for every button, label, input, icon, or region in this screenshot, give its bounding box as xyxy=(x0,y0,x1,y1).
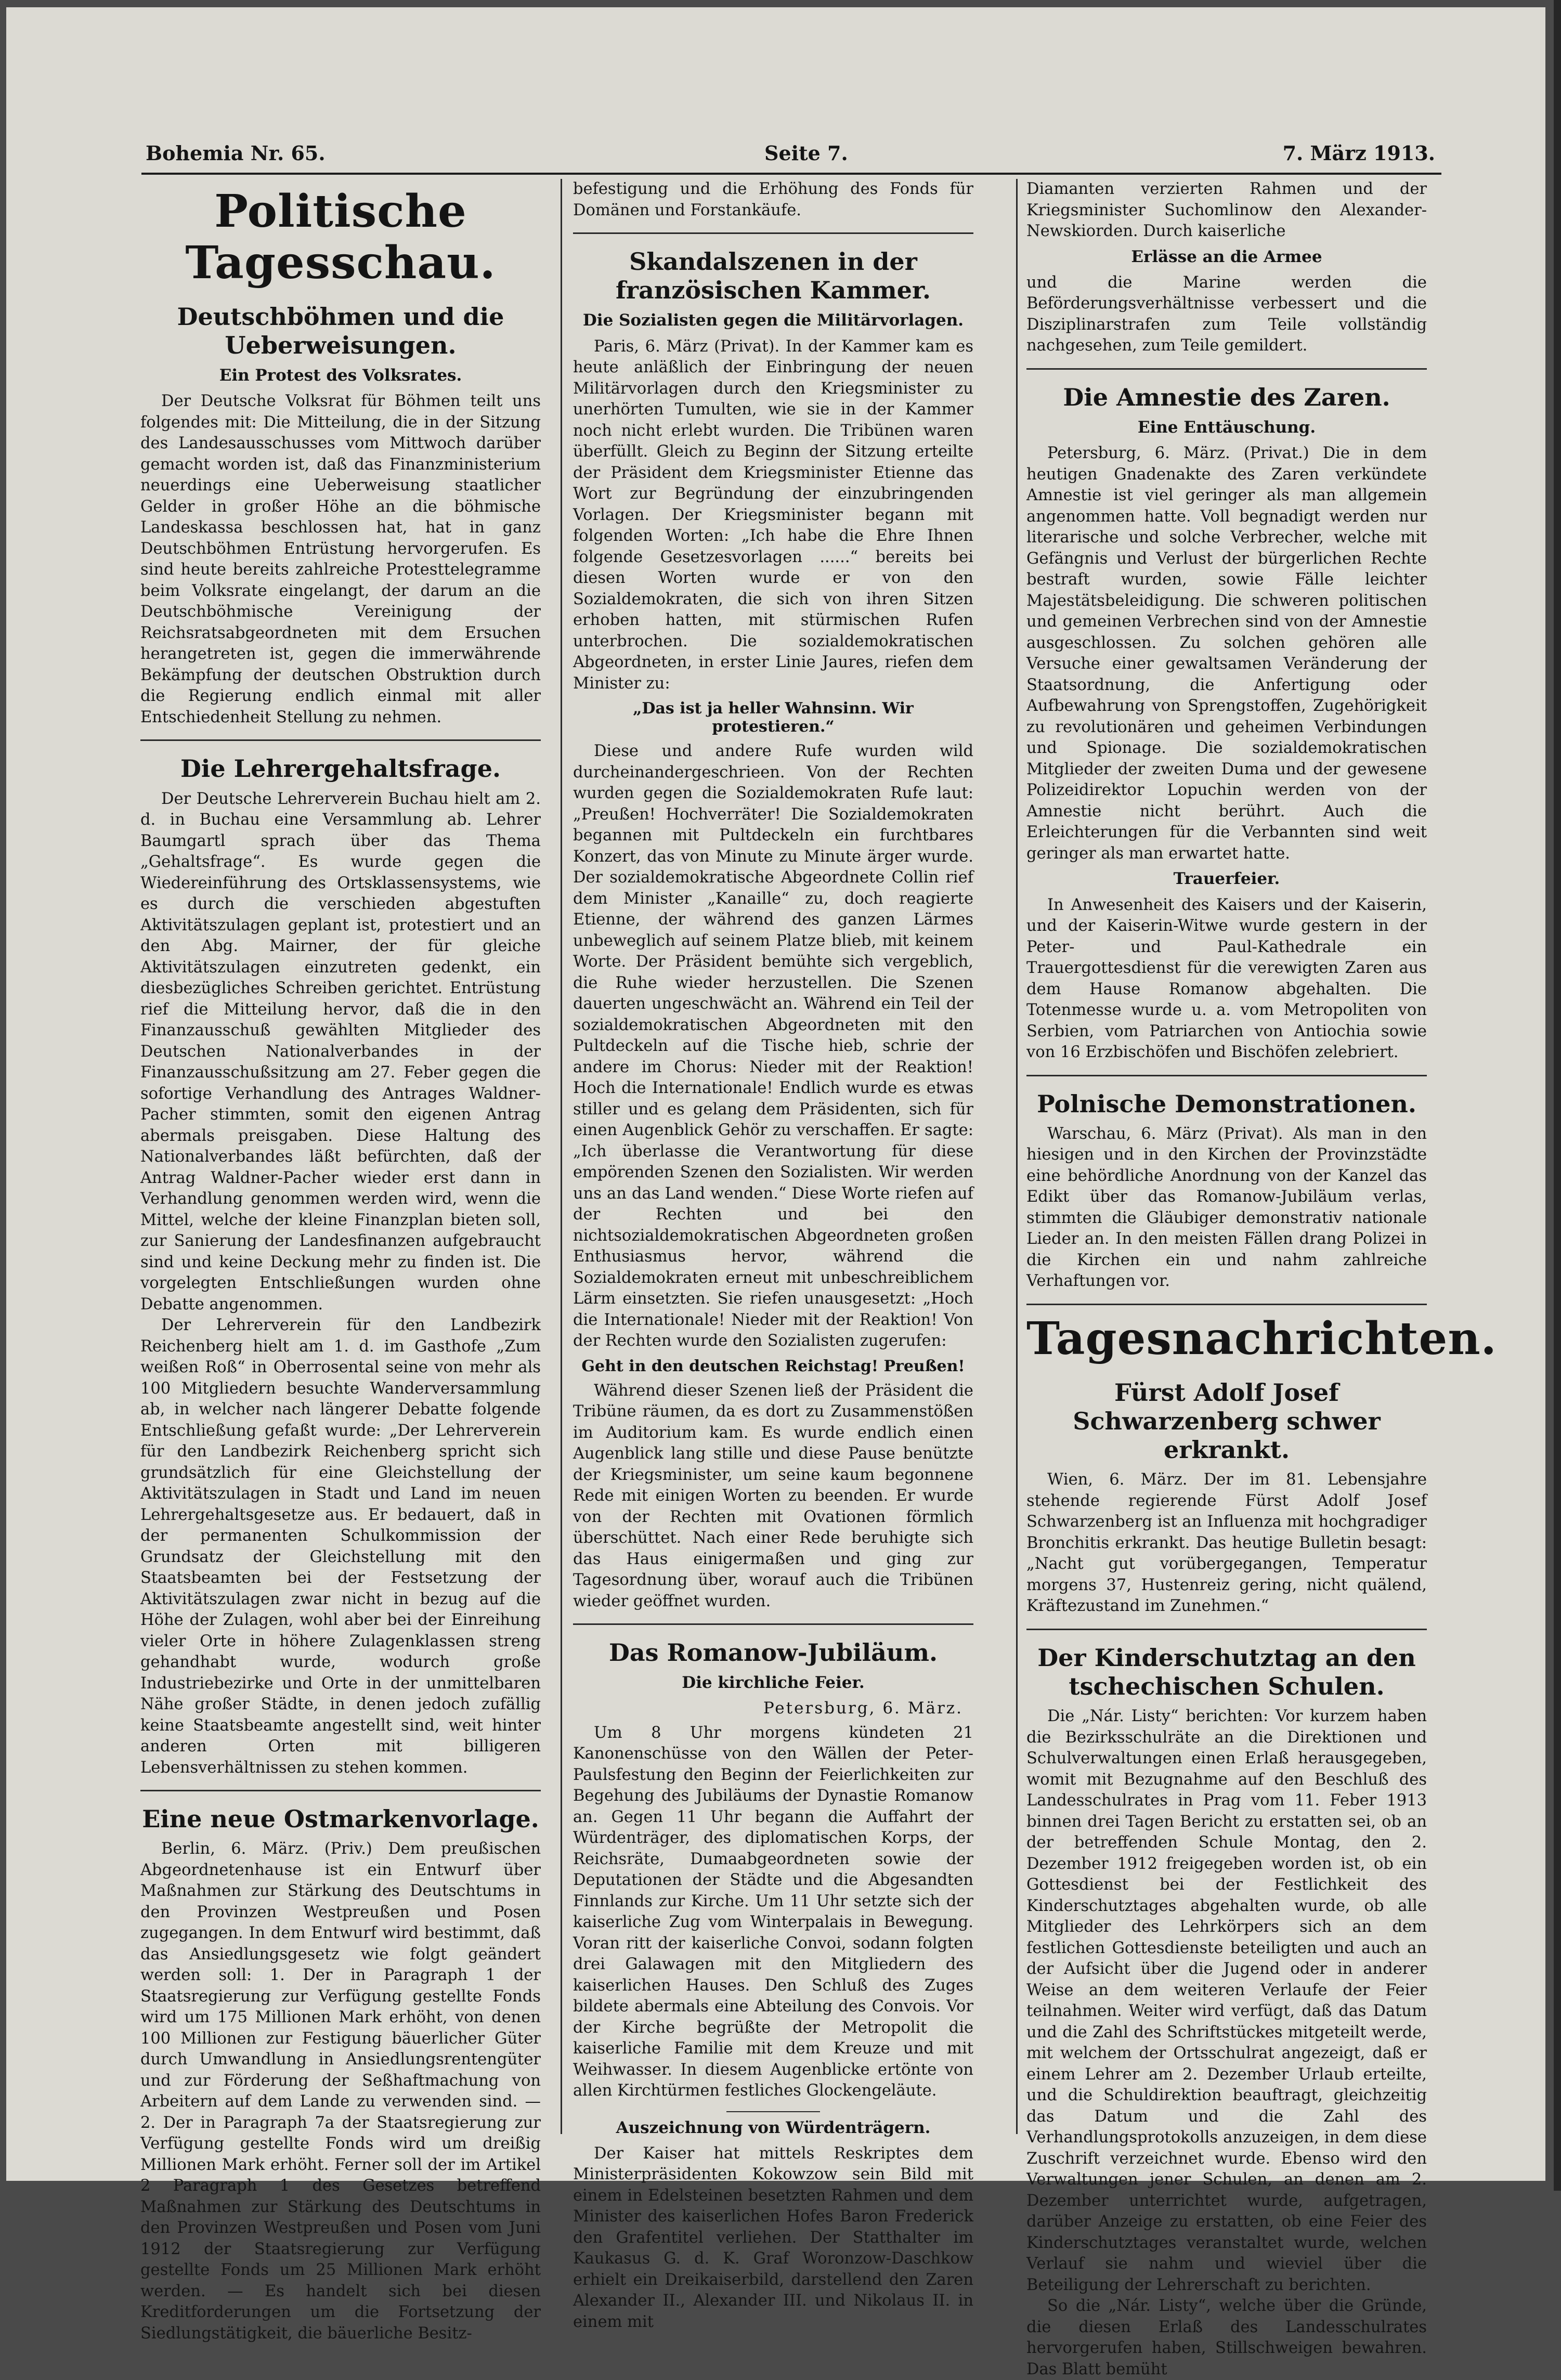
article-skandalszenen xyxy=(573,248,973,1612)
article-separator xyxy=(573,232,973,234)
article-separator xyxy=(573,1623,973,1625)
article-separator xyxy=(1026,1075,1427,1076)
article-separator xyxy=(140,1790,541,1791)
article-ostmarkenvorlage xyxy=(140,1805,541,2344)
article-headline: Die Lehrergehaltsfrage. xyxy=(180,755,501,783)
article-paragraph: Wien, 6. März. Der im 81. Lebensjahre stehende regierende Fürst Adolf Josef Schwarzenberg ist an Influenza mit hochgradiger Bronchitis erkrankt. Das heutige Bulletin besagt: „Nacht gut vorübergegangen, Temperatur morgens 37, Hustenreiz gering, nicht quälend, Kräftezustand im Zunehmen.“ xyxy=(1026,1471,1427,1616)
paper-name-issue: Bohemia Nr. 65. xyxy=(146,141,326,165)
masthead-rule xyxy=(141,173,1441,175)
article-subheadline: Trauerfeier. xyxy=(1173,869,1280,889)
article-paragraph: Paris, 6. März (Privat). In der Kammer kam es heute anläßlich der Einbringung der neuen Militärvorlagen durch den Kriegsminister zu unerhörten Tumulten, wie sie in der Kammer noch nicht erlebt wurden. Die Tribünen waren überfüllt. Gleich zu Beginn der Sitzung erteilte der Präsident dem Kriegsminister Etienne das Wort zur Begründung der einzubringenden Vorlagen. Der Kriegsminister begann mit folgenden Worten: „Ich habe die Ehre Ihnen folgende Gesetzesvorlagen ......“ bereits bei diesen Worten wurde er von den Sozialdemokraten, die sich von ihren Sitzen erhoben hatten, mit stürmischen Rufen unterbrochen. Die sozialdemokratischen Abgeordneten, in erster Linie Jaures, riefen dem Minister zu: xyxy=(573,337,973,693)
article-separator xyxy=(1026,368,1427,370)
column-1 xyxy=(140,179,541,2343)
article-subheadline: Eine Enttäuschung. xyxy=(1137,418,1316,437)
article-headline: Skandalszenen in der französischen Kammer. xyxy=(616,248,931,305)
article-dateline: Petersburg, 6. März. xyxy=(763,1698,963,1718)
article-amnestie xyxy=(1026,383,1427,1063)
article-paragraph: Diese und andere Rufe wurden wild durcheinandergeschrieen. Von der Rechten wurden gegen die Sozialdemokraten Rufe laut: „Preußen! Hochverräter! Die Sozialdemokraten begannen mit Pultdeckeln ein furchtbares Konzert, das von Minute zu Minute ärger wurde. Der sozialdemokratische Abgeordnete Collin rief dem Minister „Kanaille“ zu, doch reagierte Etienne, der während des ganzen Lärmes unbeweglich auf seinem Platze blieb, mit keinem Worte. Der Präsident bemühte sich vergeblich, die Ruhe wieder herzustellen. Die Szenen dauerten ungeschwächt an. Während ein Teil der sozialdemokratischen Abgeordneten mit den Pultdeckeln auf die Tische hieb, schrie der andere im Chorus: Nieder mit der Reaktion! Hoch die Internationale! Endlich wurde es etwas stiller und es gelang dem Präsidenten, sich für einen Augenblick Gehör zu verschaffen. Er sagte: „Ich überlasse die Verantwortung für diese empörenden Szenen den Sozialisten. Wir werden uns an das Land wenden.“ Diese Worte riefen auf der Rechten und bei den nichtsozialdemokratischen Abgeordneten großen Enthusiasmus hervor, während die Sozialdemokraten erneut mit unbeschreiblichem Lärm einsetzten. Sie riefen unausgesetzt: „Hoch die Internationale! Nieder mit der Reaktion! Von der Rechten wurde den Sozialisten zugerufen: xyxy=(573,742,973,1350)
article-kinderschutztag xyxy=(1026,1644,1427,2380)
article-subheadline: Die kirchliche Feier. xyxy=(682,1673,865,1693)
article-paragraph: So die „Nár. Listy“, welche über die Gründe, die diesen Erlaß des Landesschulrates hervorgerufen haben, Stillschweigen bewahren. Das Blatt bemüht xyxy=(1026,2297,1427,2378)
page-number: Seite 7. xyxy=(764,141,848,165)
article-schwarzenberg xyxy=(1026,1378,1427,1617)
article-separator xyxy=(140,739,541,741)
article-headline: Fürst Adolf Josef Schwarzenberg schwer erkrankt. xyxy=(1073,1378,1381,1464)
article-quote: Geht in den deutschen Reichstag! Preußen! xyxy=(581,1357,965,1375)
article-romanow-jubilaeum xyxy=(573,1638,973,2333)
column-divider xyxy=(561,179,562,2134)
article-headline: Die Amnestie des Zaren. xyxy=(1063,383,1390,411)
article-deutschboehmen xyxy=(140,303,541,729)
article-headline: Das Romanow-Jubiläum. xyxy=(608,1638,938,1667)
article-subheadline: Erlässe an die Armee xyxy=(1131,247,1322,266)
scan-edge xyxy=(1554,0,1561,2191)
article-headline: Eine neue Ostmarkenvorlage. xyxy=(142,1805,539,1833)
article-polnische-demonstrationen xyxy=(1026,1090,1427,1292)
article-paragraph: Berlin, 6. März. (Priv.) Dem preußischen Abgeordnetenhause ist ein Entwurf über Maßnahmen zur Stärkung des Deutschtums in den Provinzen Westpreußen und Posen zugegangen. In dem Entwurf wird bestimmt, daß das Ansiedlungsgesetz wie folgt geändert werden soll: 1. Der in Paragraph 1 der Staatsregierung zur Verfügung gestellte Fonds wird um 175 Millionen Mark erhöht, von denen 100 Millionen zur Festigung bäuerlicher Güter durch Umwandlung in Ansiedlungsrentengüter und zur Förderung der Seßhaftmachung von Arbeitern auf dem Lande zu verwenden sind. — 2. Der in Paragraph 7a der Staatsregierung zur Verfügung gestellte Fonds wird um dreißig Millionen Mark erhöht. Ferner soll der im Artikel 2 Paragraph 1 des Gesetzes betreffend Maßnahmen zur Stärkung des Deutschtums in den Provinzen Westpreußen und Posen vom Juni 1912 der Staatsregierung zur Verfügung gestellte Fonds um 25 Millionen Mark erhöht werden. — Es handelt sich bei diesen Kreditforderungen um die Fortsetzung der Siedlungstätigkeit, die bäuerliche Besitz- xyxy=(140,1840,541,2343)
continued-paragraph: befestigung und die Erhöhung des Fonds für Domänen und Forstankäufe. xyxy=(573,180,973,219)
newspaper-page xyxy=(6,7,1545,2378)
article-headline: Der Kinderschutztag an den tschechischen Schulen. xyxy=(1037,1643,1416,1700)
article-paragraph: Der Kaiser hat mittels Reskriptes dem Ministerpräsidenten Kokowzow sein Bild mit einem in Edelsteinen besetzten Rahmen und dem Minister des kaiserlichen Hofes Baron Frederick den Grafentitel verliehen. Der Statthalter im Kaukasus G. d. K. Graf Woronzow-Daschkow erhielt ein Dreikaiserbild, darstellend den Zaren Alexander II., Alexander III. und Nikolaus II. in einem mit xyxy=(573,2144,973,2331)
article-paragraph: Um 8 Uhr morgens kündeten 21 Kanonenschüsse von den Wällen der Peter-Paulsfestung den Beginn der Feierlichkeiten zur Begehung des Jubiläums der Dynastie Romanow an. Gegen 11 Uhr begann die Auffahrt der Würdenträger, des diplomatischen Korps, der Reichsräte, Dumaabgeordneten sowie der Deputationen der Städte und die Abgesandten Finnlands zur Kirche. Um 11 Uhr setzte sich der kaiserliche Zug vom Winterpalais in Bewegung. Voran ritt der kaiserliche Convoi, sodann folgten drei Galawagen mit den Mitgliedern des kaiserlichen Hauses. Den Schluß des Zuges bildete abermals eine Abteilung des Convois. Vor der Kirche begrüßte der Metropolit die kaiserliche Familie mit dem Kreuze und mit Weihwasser. In diesem Augenblicke ertönte von allen Kirchtürmen festliches Glockengeläute. xyxy=(573,1723,973,2100)
article-headline: Deutschböhmen und die Ueberweisungen. xyxy=(177,302,504,359)
article-subheadline: Die Sozialisten gegen die Militärvorlagen. xyxy=(582,311,964,330)
issue-date: 7. März 1913. xyxy=(1282,141,1435,165)
article-paragraph: Der Deutsche Lehrerverein Buchau hielt am 2. d. in Buchau eine Versammlung ab. Lehrer Baumgartl sprach über das Thema „Gehaltsfrage“. Es wurde gegen die Wiedereinführung des Ortsklassensystems, wie es durch die verschieden abgestuften Aktivitätszulagen geplant ist, protestiert und an den Abg. Mairner, der für gleiche Aktivitätszulagen einzutreten gedenkt, ein diesbezügliches Schreiben gerichtet. Entrüstung rief die Mitteilung hervor, daß die in den Finanzausschuß gewählten Mitglieder des Deutschen Nationalverbandes in der Finanzausschußsitzung am 27. Feber gegen die sofortige Verhandlung des Antrages Waldner-Pacher stimmten, somit den eigenen Antrag abermals preisgaben. Diese Haltung des Nationalverbandes läßt befürchten, daß der Antrag Waldner-Pacher wieder erst dann in Verhandlung genommen werden wird, wenn die Mittel, welche der kleine Finanzplan bieten soll, zur Sanierung der Landesfinanzen aufgebraucht sind und keine Deckung mehr zu finden ist. Die vorgelegten Entschließungen wurden ohne Debatte angenommen. xyxy=(140,789,541,1313)
article-paragraph: Der Lehrerverein für den Landbezirk Reichenberg hielt am 1. d. im Gasthofe „Zum weißen Roß“ in Oberrosental seine von mehr als 100 Mitgliedern besuchte Wanderversammlung ab, in welcher nach längerer Debatte folgende Entschließung gefaßt wurde: „Der Lehrerverein für den Landbezirk Reichenberg spricht sich grundsätzlich für eine Gleichstellung der Aktivitätszulagen in Stadt und Land im neuen Lehrergehaltsgesetze aus. Er bedauert, daß in der permanenten Schulkommission der Grundsatz der Gleichstellung mit den Staatsbeamten bei der Festsetzung der Aktivitätszulagen zwar nicht in bezug auf die Höhe der Zulagen, wohl aber bei der Einreihung vieler Orte in höhere Zulagenklassen streng gehandhabt wurde, wodurch große Industriebezirke und Orte in der unmittelbaren Nähe großer Städte, in denen jedoch zufällig keine Staatsbeamte angestellt sind, weit hinter anderen Orten mit billigeren Lebensverhältnissen zu stehen kommen. xyxy=(140,1316,541,1777)
article-separator xyxy=(1026,1629,1427,1630)
article-quote: „Das ist ja heller Wahnsinn. Wir protestieren.“ xyxy=(633,699,914,736)
article-paragraph: Der Deutsche Volksrat für Böhmen teilt uns folgendes mit: Die Mitteilung, die in der Sitzung des Landesausschusses vom Mittwoch darüber gemacht worden ist, daß das Finanzministerium neuerdings eine Ueberweisung staatlicher Gelder in großer Höhe an die böhmische Landeskassa beschlossen hat, hat in ganz Deutschböhmen Entrüstung hervorgerufen. Es sind heute bereits zahlreiche Protesttelegramme beim Volksrate eingelangt, der darum an die Deutschböhmische Vereinigung der Reichsratsabgeordneten mit dem Ersuchen herangetreten ist, gegen die immerwährende Bekämpfung der deutschen Obstruktion durch die Regierung endlich einmal mit aller Entschiedenheit Stellung zu nehmen. xyxy=(140,392,541,726)
article-subheadline: Auszeichnung von Würdenträgern. xyxy=(616,2118,931,2137)
article-headline: Polnische Demonstrationen. xyxy=(1037,1089,1416,1118)
masthead xyxy=(146,141,1435,174)
article-lehrergehaltsfrage xyxy=(140,755,541,1778)
article-paragraph: Die „Nár. Listy“ berichten: Vor kurzem haben die Bezirksschulräte an die Direktionen und Schulverwaltungen einen Erlaß herausgegeben, womit mit Bezugnahme auf den Beschluß des Landesschulrates in Prag vom 11. Feber 1913 binnen drei Tagen Bericht zu erstatten sei, ob an der betreffenden Schule Montag, den 2. Dezember 1912 freigegeben worden ist, ob ein Gottesdienst bei der Festlichkeit des Kinderschutztages abgehalten wurde, ob alle Mitglieder des Lehrkörpers sich an dem festlichen Gottesdienste beteiligten und auch an der Aufsicht über die Jugend oder in anderer Weise an dem weiteren Verlaufe der Feier teilnahmen. Weiter wird verfügt, daß das Datum und die Zahl des Schriftstückes mitgeteilt werde, mit welchem der Ortsschulrat angezeigt, daß er einem Lehrer am 2. Dezember Urlaub erteilte, und die Schuldirektion beauftragt, gleichzeitig das Datum und die Zahl des Verhandlungsprotokolls anzuzeigen, in dem diese Zuschrift verzeichnet wurde. Ebenso wird den Verwaltungen jener Schulen, an denen am 2. Dezember unterrichtet wurde, aufgetragen, darüber Anzeige zu erstatten, ob eine Feier des Kinderschutztages veranstaltet wurde, welchen Verlauf sie nahm und wieviel über die Beteiligung der Lehrerschaft zu berichten. xyxy=(1026,1707,1427,2294)
column-divider xyxy=(1016,179,1018,2134)
article-separator xyxy=(1026,1304,1427,1305)
column-2 xyxy=(573,179,973,2331)
article-paragraph: Petersburg, 6. März. (Privat.) Die in dem heutigen Gnadenakte des Zaren verkündete Amnestie ist viel geringer als man allgemein angenommen hatte. Voll begnadigt werden nur literarische und solche Verbrecher, welche mit Gefängnis und Verlust der bürgerlichen Rechte bestraft wurden, sowie Fälle leichter Majestätsbeleidigung. Die schweren politischen und gemeinen Verbrechen sind von der Amnestie ausgeschlossen. Zu solchen gehören alle Versuche einer gewaltsamen Veränderung der Staatsordnung, die Anfertigung oder Aufbewahrung von Sprengstoffen, Zugehörigkeit zu revolutionären und geheimen Verbindungen und Spionage. Die sozialdemokratischen Mitglieder der zweiten Duma und der gewesene Polizeidirektor Lopuchin werden von der Amnestie nicht berührt. Auch die Erleichterungen für die Verbannten sind weit geringer als man erwartet hatte. xyxy=(1026,444,1427,863)
article-paragraph: Warschau, 6. März (Privat). Als man in den hiesigen und in den Kirchen der Provinzstädte eine behördliche Anordnung von der Kanzel das Edikt über das Romanow-Jubiläum verlas, stimmten die Gläubiger demonstrativ nationale Lieder an. In den meisten Fällen drang Polizei in die Kirchen ein und nahm zahlreiche Verhaftungen vor. xyxy=(1026,1124,1427,1291)
column-3 xyxy=(1026,179,1497,2378)
article-subheadline: Ein Protest des Volksrates. xyxy=(219,366,462,385)
article-paragraph: Während dieser Szenen ließ der Präsident die Tribüne räumen, da es dort zu Zusammenstößen im Auditorium kam. Es wurde endlich einen Augenblick lang stille und diese Pause benützte der Kriegsminister, um seine kaum begonnene Rede mit einigen Worten zu beenden. Er wurde von der Rechten mit Ovationen förmlich überschüttet. Nach einer Rede beruhigte sich das Haus einigermaßen und ging zur Tagesordnung über, worauf auch die Tribünen wieder geöffnet wurden. xyxy=(573,1381,973,1610)
article-paragraph: In Anwesenheit des Kaisers und der Kaiserin, und der Kaiserin-Witwe wurde gestern in der Peter- und Paul-Kathedrale ein Trauergottesdienst für die verewigten Zaren aus dem Hause Romanow abgehalten. Die Totenmesse wurde u. a. vom Metropoliten von Serbien, vom Patriarchen von Antiochia sowie von 16 Erzbischöfen und Bischöfen zelebriert. xyxy=(1026,895,1427,1062)
section-title-politische-tagesschau: Politische Tagesschau. xyxy=(185,185,496,289)
article-paragraph: und die Marine werden die Beförderungsverhältnisse verbessert und die Disziplinarstrafen zum Teile vollständig nachgesehen, zum Teile gemildert. xyxy=(1026,273,1427,355)
section-title-tagesnachrichten: Tagesnachrichten. xyxy=(1026,1312,1497,1365)
continued-paragraph: Diamanten verzierten Rahmen und der Kriegsminister Suchomlinow den Alexander-Newskiorden. Durch kaiserliche xyxy=(1026,180,1427,240)
short-rule xyxy=(726,2111,820,2112)
